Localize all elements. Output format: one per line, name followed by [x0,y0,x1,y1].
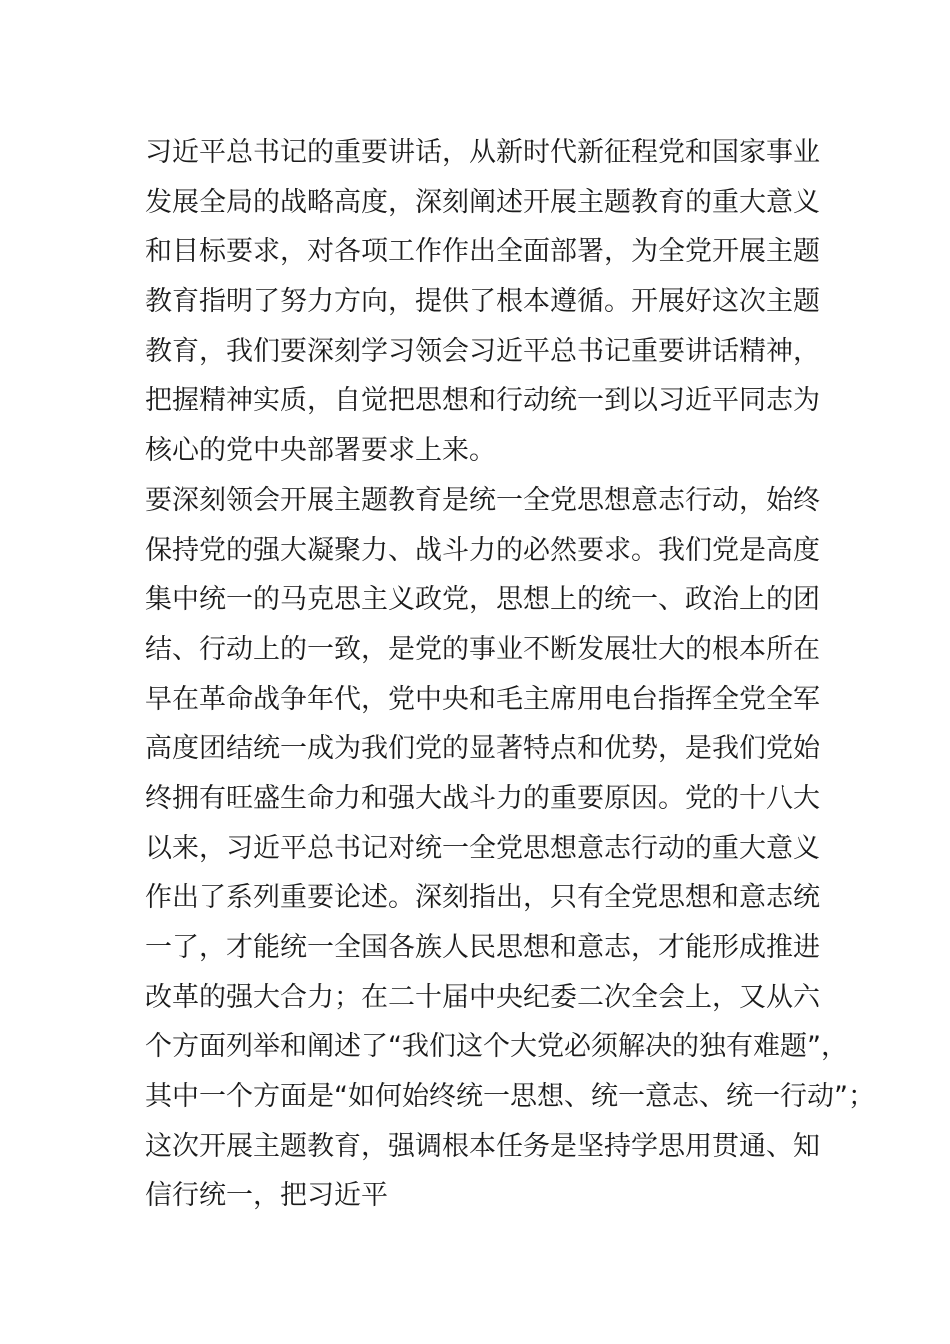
text-line: 结、行动上的一致，是党的事业不断发展壮大的根本所在 [145,633,820,665]
text-line: 要深刻领会开展主题教育是统一全党思想意志行动，始终 [145,484,820,516]
text-line: 高度团结统一成为我们党的显著特点和优势，是我们党始 [145,733,820,765]
text-line: 改革的强大合力；在二十届中央纪委二次全会上，又从六 [145,981,820,1013]
text-line: 个方面列举和阐述了“我们这个大党必须解决的独有难题”， [145,1031,848,1063]
text-line: 终拥有旺盛生命力和强大战斗力的重要原因。党的十八大 [145,782,820,814]
text-line: 这次开展主题教育，强调根本任务是坚持学思用贯通、知 [145,1130,820,1162]
text-line: 核心的党中央部署要求上来。 [145,435,496,467]
body-text [145,128,875,1221]
text-line: 发展全局的战略高度，深刻阐述开展主题教育的重大意义 [145,186,820,218]
text-line: 教育，我们要深刻学习领会习近平总书记重要讲话精神， [145,335,820,367]
text-line: 早在革命战争年代，党中央和毛主席用电台指挥全党全军 [145,683,820,715]
text-line: 作出了系列重要论述。深刻指出，只有全党思想和意志统 [145,882,820,914]
text-line: 保持党的强大凝聚力、战斗力的必然要求。我们党是高度 [145,534,820,566]
text-line: 其中一个方面是“如何始终统一思想、统一意志、统一行动”； [145,1081,875,1113]
text-line: 教育指明了努力方向，提供了根本遵循。开展好这次主题 [145,286,820,318]
text-line: 集中统一的马克思主义政党，思想上的统一、政治上的团 [145,584,820,616]
text-line: 一了，才能统一全国各族人民思想和意志，才能形成推进 [145,932,820,963]
text-line: 把握精神实质，自觉把思想和行动统一到以习近平同志为 [145,385,820,417]
text-line: 信行统一，把习近平 [145,1180,388,1212]
text-line: 以来，习近平总书记对统一全党思想意志行动的重大意义 [145,832,820,864]
text-line: 和目标要求，对各项工作作出全面部署，为全党开展主题 [145,236,820,268]
text-line: 习近平总书记的重要讲话，从新时代新征程党和国家事业 [145,137,820,168]
